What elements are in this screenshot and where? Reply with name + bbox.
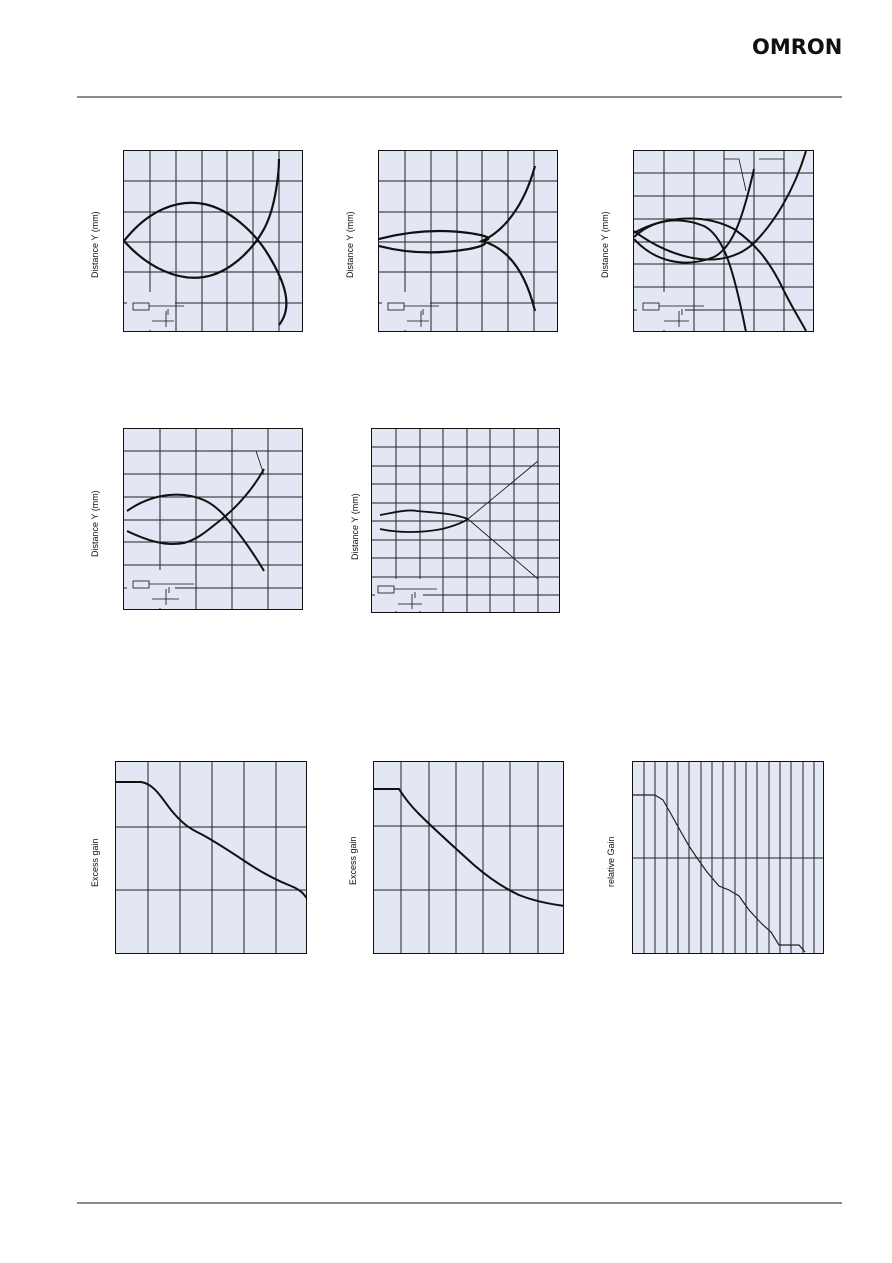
header-rule bbox=[77, 96, 842, 98]
chart-1-plot bbox=[124, 151, 303, 332]
footer-rule bbox=[77, 1202, 842, 1204]
chart-3 bbox=[633, 150, 814, 332]
chart-5-ylabel: Distance Y (mm) bbox=[350, 493, 360, 560]
chart-1-ylabel: Distance Y (mm) bbox=[90, 211, 100, 278]
chart-8-ylabel: relative Gain bbox=[606, 836, 616, 887]
chart-6 bbox=[115, 761, 307, 954]
chart-1 bbox=[123, 150, 303, 332]
chart-2-ylabel: Distance Y (mm) bbox=[345, 211, 355, 278]
chart-3-plot bbox=[634, 151, 814, 332]
chart-6-ylabel: Excess gain bbox=[90, 838, 100, 887]
chart-4 bbox=[123, 428, 303, 610]
chart-7 bbox=[373, 761, 564, 954]
chart-2-plot bbox=[379, 151, 558, 332]
chart-8 bbox=[632, 761, 824, 954]
chart-7-ylabel: Excess gain bbox=[348, 836, 358, 885]
chart-2 bbox=[378, 150, 558, 332]
chart-7-plot bbox=[374, 762, 564, 954]
chart-3-ylabel: Distance Y (mm) bbox=[600, 211, 610, 278]
chart-5 bbox=[371, 428, 560, 613]
omron-logo: OMRON bbox=[752, 35, 843, 59]
chart-5-plot bbox=[372, 429, 560, 613]
chart-4-plot bbox=[124, 429, 303, 610]
chart-4-ylabel: Distance Y (mm) bbox=[90, 490, 100, 557]
chart-6-plot bbox=[116, 762, 307, 954]
chart-8-plot bbox=[633, 762, 824, 954]
